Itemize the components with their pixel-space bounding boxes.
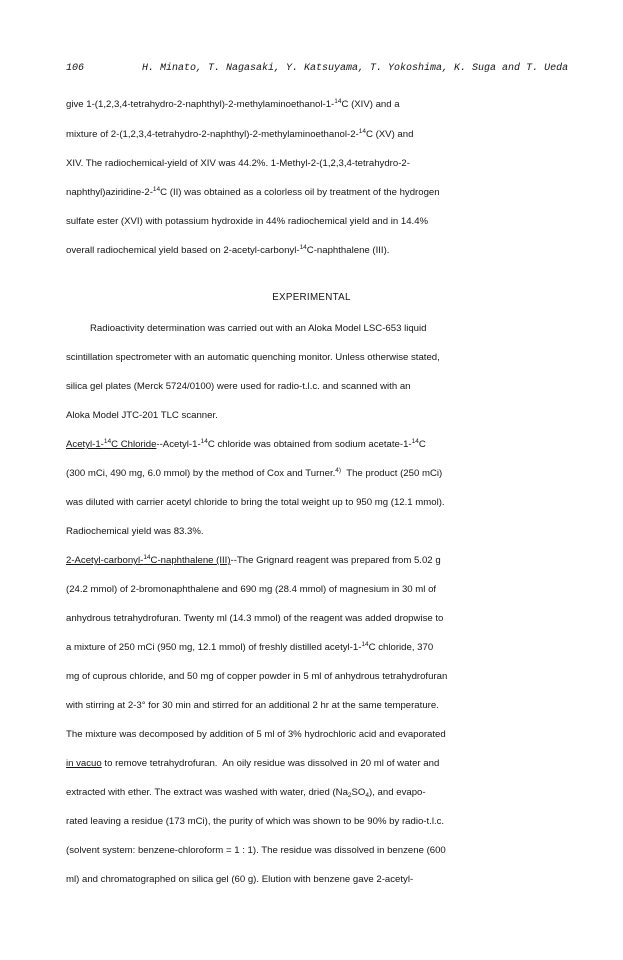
page-number: 106 [66, 63, 85, 74]
latin-term-in-vacuo: in vacuo [66, 758, 102, 769]
body-line: extracted with ether. The extract was washed with water, dried $(Na_2SO_4)$, and evapo- [66, 787, 426, 799]
running-header [66, 63, 576, 81]
procedure-acetyl-naphthalene: 2-Acetyl-carbonyl-$^{14}$C-naphthalene (III)--The Grignard reagent was prepared from 5.02 g [66, 554, 441, 566]
procedure-acetyl-chloride: Acetyl-1-$^{14}$C Chloride--Acetyl-1-$^{14}$C chloride was obtained from sodium acetate-1-$^{14}$C [66, 438, 426, 450]
body-line: rated leaving a residue (173 mCi), the purity of which was shown to be 90% by radio-t.l.c. [66, 816, 445, 827]
section-heading-experimental: EXPERIMENTAL [272, 292, 351, 303]
body-line: naphthyl)aziridine-2-$^{14}$C (II) was obtained as a colorless oil by treatment of the hydrogen [66, 186, 440, 198]
body-line: sulfate ester (XVI) with potassium hydroxide in 44% radiochemical yield and in 14.4% [66, 216, 429, 227]
body-line: overall radiochemical yield based on 2-acetyl-carbonyl-$^{14}$C-naphthalene (III). [66, 244, 390, 256]
body-line: (300 mCi, 490 mg, 6.0 mmol) by the method of Cox and Turner.$^{4)}$ The product (250 mCi) [66, 467, 443, 479]
body-line: ml) and chromatographed on silica gel (60 g). Elution with benzene gave 2-acetyl- [66, 874, 414, 885]
body-line: The mixture was decomposed by addition of 5 ml of 3% hydrochloric acid and evaporated [66, 729, 446, 740]
body-line: scintillation spectrometer with an automatic quenching monitor. Unless otherwise stated, [66, 352, 440, 363]
body-line: with stirring at 2-3° for 30 min and stirred for an additional 2 hr at the same temperature. [66, 700, 439, 711]
procedure-title-acetyl-chloride: Acetyl-1-$^{14}$C Chloride [66, 438, 157, 450]
body-line: (24.2 mmol) of 2-bromonaphthalene and 690 mg (28.4 mmol) of magnesium in 30 ml of [66, 584, 437, 595]
body-line: mixture of 2-(1,2,3,4-tetrahydro-2-naphthyl)-2-methylaminoethanol-2-$^{14}$C (XV) and [66, 128, 414, 140]
body-line: silica gel plates (Merck 5724/0100) were used for radio-t.l.c. and scanned with an [66, 381, 411, 392]
body-line: Radiochemical yield was 83.3%. [66, 526, 204, 537]
body-line: Radioactivity determination was carried out with an Aloka Model LSC-653 liquid [90, 323, 427, 334]
body-line: give 1-(1,2,3,4-tetrahydro-2-naphthyl)-2-methylaminoethanol-1-$^{14}$C (XIV) and a [66, 98, 400, 110]
reference-marker: 4) [335, 467, 342, 474]
body-line: a mixture of 250 mCi (950 mg, 12.1 mmol) of freshly distilled acetyl-1-$^{14}$C chloride, 370 [66, 641, 434, 653]
body-line: was diluted with carrier acetyl chloride to bring the total weight up to 950 mg (12.1 mmol). [66, 497, 445, 508]
body-line: (solvent system: benzene-chloroform = 1 : 1). The residue was dissolved in benzene (600 [66, 845, 446, 856]
body-line: mg of cuprous chloride, and 50 mg of copper powder in 5 ml of anhydrous tetrahydrofuran [66, 671, 448, 682]
body-line: Aloka Model JTC-201 TLC scanner. [66, 410, 218, 421]
body-line: anhydrous tetrahydrofuran. Twenty ml (14.3 mmol) of the reagent was added dropwise to [66, 613, 444, 624]
procedure-title-acetyl-naphthalene: 2-Acetyl-carbonyl-$^{14}$C-naphthalene (III) [66, 554, 231, 566]
body-line: in vacuo to remove tetrahydrofuran. An oily residue was dissolved in 20 ml of water and [66, 758, 440, 769]
body-line: XIV. The radiochemical-yield of XIV was 44.2%. 1-Methyl-2-(1,2,3,4-tetrahydro-2- [66, 158, 410, 169]
author-list: H. Minato, T. Nagasaki, Y. Katsuyama, T. Yokoshima, K. Suga and T. Ueda [142, 63, 569, 74]
